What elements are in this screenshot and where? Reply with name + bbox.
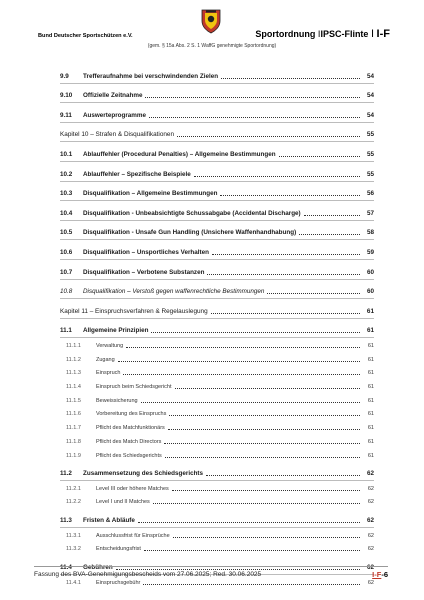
toc-leader-dots bbox=[153, 503, 360, 504]
toc-leader-dots bbox=[172, 490, 360, 491]
toc-number: 11.1.2 bbox=[66, 356, 81, 363]
toc-title: Disqualifikation – Unsportliches Verhalten bbox=[83, 248, 209, 256]
toc-section-row[interactable] bbox=[60, 221, 374, 241]
toc-number: 11.2.1 bbox=[66, 485, 81, 492]
toc-section-row[interactable] bbox=[60, 280, 374, 300]
toc-page-number: 62 bbox=[367, 546, 374, 553]
toc-page-number: 61 bbox=[367, 438, 374, 445]
toc-page-number: 54 bbox=[366, 111, 374, 119]
toc-number: 9.11 bbox=[60, 111, 72, 119]
toc-leader-dots bbox=[207, 274, 360, 275]
toc-section-row[interactable] bbox=[60, 462, 374, 482]
toc-number: 11.4 bbox=[60, 564, 72, 572]
toc-leader-dots bbox=[151, 332, 360, 333]
toc-title: Disqualifikation – Verbotene Substanzen bbox=[83, 268, 205, 276]
toc-number: 11.1.4 bbox=[66, 384, 81, 391]
toc-page-number: 56 bbox=[366, 190, 374, 198]
toc-number: 9.9 bbox=[60, 72, 69, 80]
toc-section-row[interactable] bbox=[60, 182, 374, 202]
toc-number: 10.6 bbox=[60, 248, 73, 256]
toc-title: Zugang bbox=[96, 356, 115, 363]
toc-section-row[interactable] bbox=[60, 84, 374, 104]
toc-title: Disqualifikation - Unbeabsichtigte Schussabgabe (Accidental Discharge) bbox=[83, 209, 301, 217]
title-label: Sportordnung bbox=[255, 29, 316, 39]
toc-title: Vorbereitung des Einspruchs bbox=[96, 411, 167, 418]
toc-page-number: 62 bbox=[367, 499, 374, 506]
toc-subsection-row[interactable] bbox=[60, 366, 374, 380]
page-number bbox=[372, 570, 388, 579]
toc-section-row[interactable] bbox=[60, 260, 374, 280]
toc-chapter-row[interactable] bbox=[60, 123, 374, 143]
toc-title: Allgemeine Prinzipien bbox=[83, 327, 149, 335]
toc-leader-dots bbox=[126, 347, 360, 348]
toc-title: Kapitel 10 – Strafen & Disqualifikationen bbox=[60, 131, 175, 139]
toc-subsection-row[interactable] bbox=[60, 379, 374, 393]
toc-leader-dots bbox=[206, 475, 360, 476]
toc-page-number: 61 bbox=[367, 356, 374, 363]
toc-leader-dots bbox=[299, 234, 360, 235]
toc-leader-dots bbox=[175, 388, 360, 389]
toc-chapter-row[interactable] bbox=[60, 299, 374, 319]
toc-leader-dots bbox=[138, 522, 360, 523]
toc-page-number: 61 bbox=[367, 397, 374, 404]
toc-page-number: 61 bbox=[367, 343, 374, 349]
toc-leader-dots bbox=[304, 215, 360, 216]
toc-page-number: 61 bbox=[367, 411, 374, 418]
toc-subsection-row[interactable] bbox=[60, 352, 374, 366]
toc-leader-dots bbox=[141, 402, 360, 403]
toc-title: Einspruchsgebühr bbox=[96, 579, 141, 586]
toc-title: Pflicht des Schiedsgerichts bbox=[96, 452, 162, 459]
toc-title: Disqualifikation – Allgemeine Bestimmungen bbox=[83, 190, 218, 198]
toc-number: 9.10 bbox=[60, 92, 73, 100]
toc-page-number: 60 bbox=[366, 288, 374, 296]
toc-number: 10.4 bbox=[60, 209, 73, 217]
toc-leader-dots bbox=[168, 429, 360, 430]
toc-title: Ablauffehler – Spezifische Beispiele bbox=[83, 170, 191, 178]
toc-title: Pflicht des Match Directors bbox=[96, 438, 162, 445]
toc-leader-dots bbox=[165, 457, 360, 458]
toc-page-number: 62 bbox=[366, 470, 374, 478]
toc-title: Ausschlussfrist für Einsprüche bbox=[96, 532, 170, 539]
title-separator-2: I bbox=[370, 28, 375, 40]
toc-leader-dots bbox=[169, 415, 360, 416]
toc-subsection-row[interactable] bbox=[60, 481, 374, 495]
toc-number: 11.1.5 bbox=[66, 397, 81, 404]
organization-name: Bund Deutscher Sportschützen e.V. bbox=[38, 33, 133, 39]
toc-page-number: 61 bbox=[367, 384, 374, 391]
toc-number: 10.8 bbox=[60, 288, 73, 296]
page-footer bbox=[34, 566, 388, 587]
toc-leader-dots bbox=[221, 78, 360, 79]
toc-subsection-row[interactable] bbox=[60, 495, 374, 509]
toc-number: 11.2.2 bbox=[66, 499, 81, 506]
toc-section-row[interactable] bbox=[60, 319, 374, 339]
toc-number: 10.2 bbox=[60, 170, 73, 178]
toc-leader-dots bbox=[177, 136, 360, 137]
toc-page-number: 58 bbox=[366, 229, 374, 237]
toc-leader-dots bbox=[144, 550, 360, 551]
toc-title: Ablauffehler (Procedural Penalties) – Allgemeine Bestimmungen bbox=[83, 150, 276, 158]
toc-page-number: 55 bbox=[366, 170, 374, 178]
toc-page-number: 61 bbox=[367, 452, 374, 459]
page-number-code: I-F bbox=[372, 570, 382, 579]
toc-title: Einspruch bbox=[96, 370, 121, 377]
toc-title: Trefferaufnahme bei verschwindenden Zielen bbox=[83, 72, 219, 80]
page-number-value: -6 bbox=[381, 570, 388, 579]
toc-section-row[interactable] bbox=[60, 201, 374, 221]
toc-leader-dots bbox=[149, 117, 360, 118]
toc-subsection-row[interactable] bbox=[60, 448, 374, 462]
document-title bbox=[255, 28, 390, 40]
toc-leader-dots bbox=[164, 443, 360, 444]
toc-page-number: 61 bbox=[366, 307, 374, 315]
toc-leader-dots bbox=[212, 254, 360, 255]
toc-title: Kapitel 11 – Einspruchsverfahren & Regelauslegung bbox=[60, 307, 208, 315]
toc-number: 11.1.8 bbox=[66, 438, 81, 445]
toc-page-number: 62 bbox=[367, 579, 374, 586]
toc-number: 10.1 bbox=[60, 150, 73, 158]
discipline-label: IPSC-Flinte bbox=[320, 29, 369, 39]
toc-title: Disqualifikation – Verstoß gegen waffenrechtliche Bestimmungen bbox=[83, 288, 265, 296]
toc-number: 11.3.2 bbox=[66, 546, 81, 553]
toc-leader-dots bbox=[123, 374, 360, 375]
table-of-contents bbox=[60, 64, 374, 589]
toc-number: 11.1.1 bbox=[66, 343, 81, 349]
toc-number: 10.5 bbox=[60, 229, 73, 237]
toc-page-number: 62 bbox=[366, 564, 374, 572]
toc-number: 10.7 bbox=[60, 268, 73, 276]
toc-leader-dots bbox=[220, 195, 360, 196]
toc-number: 10.3 bbox=[60, 190, 73, 198]
toc-page-number: 54 bbox=[366, 72, 374, 80]
toc-section-row[interactable] bbox=[60, 103, 374, 123]
toc-section-row[interactable] bbox=[60, 508, 374, 528]
bds-logo-icon bbox=[200, 8, 222, 34]
toc-subsection-row[interactable] bbox=[60, 434, 374, 448]
toc-number: 11.3 bbox=[60, 517, 72, 525]
toc-title: Level I und II Matches bbox=[96, 499, 150, 506]
toc-section-row[interactable] bbox=[60, 64, 374, 84]
toc-page-number: 61 bbox=[366, 327, 374, 335]
toc-number: 11.1.3 bbox=[66, 370, 81, 377]
toc-subsection-row[interactable] bbox=[60, 407, 374, 421]
toc-leader-dots bbox=[173, 537, 360, 538]
toc-title: Auswerteprogramme bbox=[83, 111, 146, 119]
toc-title: Beweissicherung bbox=[96, 397, 138, 404]
toc-page-number: 59 bbox=[366, 248, 374, 256]
toc-leader-dots bbox=[267, 293, 360, 294]
toc-page-number: 62 bbox=[366, 517, 374, 525]
toc-page-number: 55 bbox=[366, 131, 374, 139]
toc-number: 11.3.1 bbox=[66, 532, 81, 539]
toc-title: Offizielle Zeitnahme bbox=[83, 92, 143, 100]
toc-title: Pflicht des Matchfunktionärs bbox=[96, 425, 165, 432]
toc-title: Fristen & Abläufe bbox=[83, 517, 135, 525]
document-subtitle: (gem. § 15a Abs. 2 S. 1 WaffG genehmigte Sportordnung) bbox=[147, 43, 277, 49]
toc-number: 11.1.9 bbox=[66, 452, 81, 459]
toc-number: 11.4.1 bbox=[66, 579, 81, 586]
toc-title: Einspruch beim Schiedsgericht bbox=[96, 384, 172, 391]
document-code: I-F bbox=[376, 28, 390, 40]
toc-title: Verwaltung bbox=[96, 343, 124, 349]
toc-title: Gebühren bbox=[83, 564, 113, 572]
toc-number: 11.1 bbox=[60, 327, 72, 335]
toc-subsection-row[interactable] bbox=[60, 420, 374, 434]
toc-title: Disqualifikation - Unsafe Gun Handling (Unsichere Waffenhandhabung) bbox=[83, 229, 297, 237]
toc-subsection-row[interactable] bbox=[60, 338, 374, 352]
title-separator: I bbox=[317, 29, 321, 39]
toc-subsection-row[interactable] bbox=[60, 542, 374, 556]
toc-subsection-row[interactable] bbox=[60, 393, 374, 407]
toc-subsection-row[interactable] bbox=[60, 528, 374, 542]
toc-page-number: 57 bbox=[366, 209, 374, 217]
page-header bbox=[0, 0, 424, 58]
toc-page-number: 60 bbox=[366, 268, 374, 276]
toc-page-number: 61 bbox=[367, 370, 374, 377]
toc-title: Level III oder höhere Matches bbox=[96, 485, 169, 492]
toc-leader-dots bbox=[145, 97, 360, 98]
toc-page-number: 62 bbox=[367, 485, 374, 492]
toc-title: Entscheidungsfrist bbox=[96, 546, 141, 553]
footer-text: Fassung des BVA-Genehmigungsbescheids vom 27.06.2025; Red. 30.06.2025 bbox=[34, 571, 262, 578]
toc-leader-dots bbox=[211, 313, 360, 314]
toc-title: Zusammensetzung des Schiedsgerichts bbox=[83, 470, 204, 478]
toc-page-number: 62 bbox=[367, 532, 374, 539]
toc-leader-dots bbox=[194, 176, 360, 177]
toc-leader-dots bbox=[279, 156, 360, 157]
toc-number: 11.1.7 bbox=[66, 425, 81, 432]
toc-page-number: 55 bbox=[366, 150, 374, 158]
toc-number: 11.2 bbox=[60, 470, 72, 478]
toc-section-row[interactable] bbox=[60, 142, 374, 162]
toc-section-row[interactable] bbox=[60, 162, 374, 182]
toc-section-row[interactable] bbox=[60, 240, 374, 260]
toc-page-number: 61 bbox=[367, 425, 374, 432]
toc-leader-dots bbox=[118, 361, 360, 362]
toc-number: 11.1.6 bbox=[66, 411, 81, 418]
toc-page-number: 54 bbox=[366, 92, 374, 100]
